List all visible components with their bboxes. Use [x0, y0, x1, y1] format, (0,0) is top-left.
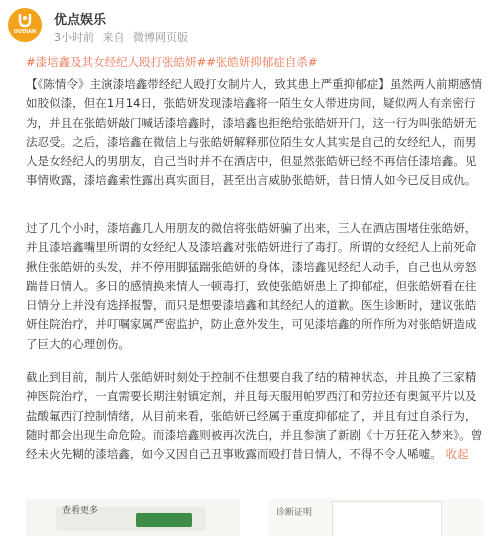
post-paragraph-1: 【《陈情令》主演漆培鑫带经纪人殴打女制片人，致其患上严重抑郁症】虽然两人前期感情如胶似漆，但在1月14日，张皓妍发现漆培鑫将一陌生女人带进房间，疑似两人有亲密行为，并且在张皓妍敲门喊话漆培鑫时，漆培鑫也拒绝给张皓妍开门，这一行为叫张皓妍无法忍受。之后，漆培鑫在微信上与张皓妍解释那位陌生女人其实是自己的女经纪人，而男人是女经纪人的男朋友，自己当时并不在酒店中，但显然张皓妍已经不再信任漆培鑫。见事情败露，漆培鑫索性露出真实面目，甚至出言威胁张皓妍，昔日情人如今已反目成仇。: [26, 77, 483, 188]
avatar-brand-text: OUDIAN: [13, 29, 37, 35]
post-image-chat-screenshot[interactable]: [26, 499, 240, 536]
collapse-link[interactable]: 收起: [445, 447, 469, 462]
image-caption-b: 诊断证明: [276, 508, 313, 518]
avatar[interactable]: [8, 8, 42, 42]
author-name[interactable]: 优点娱乐: [54, 13, 107, 28]
post-paragraph-2: 过了几个小时，漆培鑫几人用朋友的微信将张皓妍骗了出来，三人在酒店围堵住张皓妍，并且漆培鑫嘴里所谓的女经纪人及漆培鑫对张皓妍进行了毒打。所谓的女经纪人上前死命揪住张皓妍的头发，并不停用脚猛踹张皓妍的身体，漆培鑫见经纪人动手，自己也从旁怒踹昔日情人。多日的感情换来情人一顿毒打，致使张皓妍患上了抑郁症，但张皓妍看在往日情分上并没有选择报警，而只是想要漆培鑫和其经纪人的道歉。医生诊断时，建议张皓妍住院治疗，并叮嘱家属严密监护，防止意外发生，可见漆培鑫的所作所为对张皓妍造成了巨大的心理创伤。: [26, 221, 477, 351]
chat-green-button: [136, 513, 192, 527]
document-page: [332, 501, 442, 536]
hashtag-links[interactable]: #漆培鑫及其女经纪人殴打张皓妍##张皓妍抑郁症自杀#: [26, 55, 318, 69]
post-image-document[interactable]: [268, 499, 484, 536]
brand-logo-icon: [17, 12, 33, 28]
post-paragraph-3-text: 截止到目前，制片人张皓妍时刻处于控制不住想要自我了结的精神状态，并且换了三家精神医院治疗，一直需要长期注射镇定剂，并且每天服用帕罗西汀和劳拉还有奥氮平片以及盐酸氟西汀控制情绪，从目前来看，张皓妍已经属于重度抑郁症了，并且有过自杀行为，随时都会出现生命危险。而漆培鑫则被再次洗白，并且参演了新剧《十万狂花入梦来》。曾经未火先糊的漆培鑫，如今又因自己丑事败露而殴打昔日情人，不得不令人唏嘘。: [26, 370, 483, 462]
post-source[interactable]: 微博网页版: [133, 31, 188, 44]
source-prefix: 来自: [102, 31, 125, 44]
image-caption-a: 查看更多: [62, 506, 99, 516]
post-header: [0, 0, 500, 48]
post-paragraph-3: [26, 368, 484, 464]
post-time[interactable]: 3小时前: [54, 31, 94, 44]
post-images: [26, 499, 484, 536]
post-meta: [54, 29, 193, 45]
